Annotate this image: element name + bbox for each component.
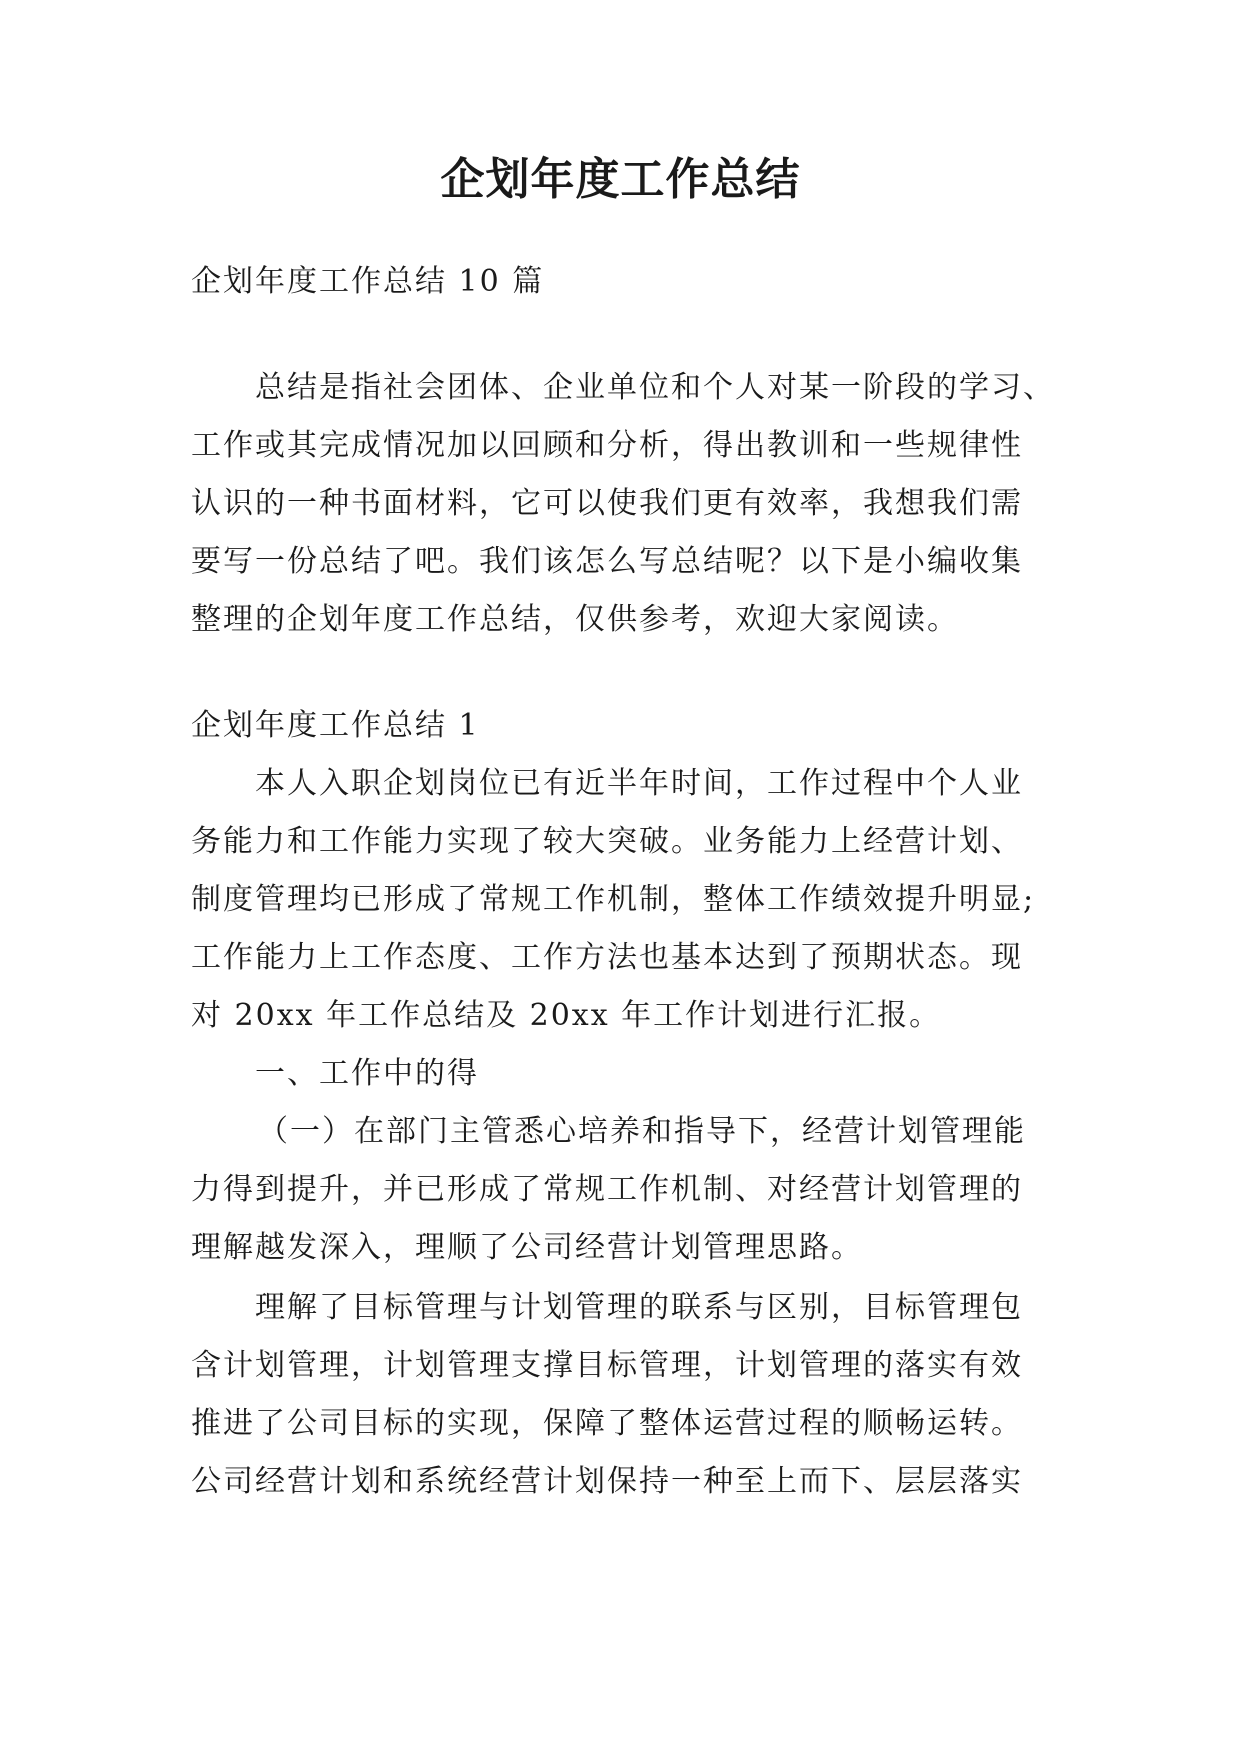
paragraph-line: 工作能力上工作态度、工作方法也基本达到了预期状态。现 — [191, 940, 1023, 975]
document-title: 企划年度工作总结 — [440, 154, 801, 205]
item-line: 力得到提升，并已形成了常规工作机制、对经营计划管理的 — [191, 1172, 1023, 1207]
intro-line: 总结是指社会团体、企业单位和个人对某一阶段的学习、 — [255, 370, 1055, 405]
paragraph-line: 含计划管理，计划管理支撑目标管理，计划管理的落实有效 — [191, 1348, 1023, 1383]
item-line: 理解越发深入，理顺了公司经营计划管理思路。 — [191, 1230, 863, 1265]
document-subtitle: 企划年度工作总结 10 篇 — [191, 264, 545, 299]
paragraph-line: 公司经营计划和系统经营计划保持一种至上而下、层层落实 — [191, 1464, 1023, 1499]
intro-line: 工作或其完成情况加以回顾和分析，得出教训和一些规律性 — [191, 428, 1023, 463]
paragraph-line: 推进了公司目标的实现，保障了整体运营过程的顺畅运转。 — [191, 1406, 1023, 1441]
paragraph-line: 理解了目标管理与计划管理的联系与区别，目标管理包 — [255, 1290, 1023, 1325]
intro-line: 整理的企划年度工作总结，仅供参考，欢迎大家阅读。 — [191, 602, 959, 637]
item-line: （一）在部门主管悉心培养和指导下，经营计划管理能 — [258, 1114, 1026, 1149]
intro-line: 要写一份总结了吧。我们该怎么写总结呢？以下是小编收集 — [191, 544, 1023, 579]
paragraph-line: 本人入职企划岗位已有近半年时间，工作过程中个人业 — [255, 766, 1023, 801]
subheading: 一、工作中的得 — [255, 1056, 479, 1091]
section-heading: 企划年度工作总结 1 — [191, 708, 480, 743]
intro-line: 认识的一种书面材料，它可以使我们更有效率，我想我们需 — [191, 486, 1023, 521]
paragraph-line: 制度管理均已形成了常规工作机制，整体工作绩效提升明显; — [191, 882, 1036, 917]
paragraph-line: 对 20xx 年工作总结及 20xx 年工作计划进行汇报。 — [191, 998, 942, 1033]
paragraph-line: 务能力和工作能力实现了较大突破。业务能力上经营计划、 — [191, 824, 1023, 859]
